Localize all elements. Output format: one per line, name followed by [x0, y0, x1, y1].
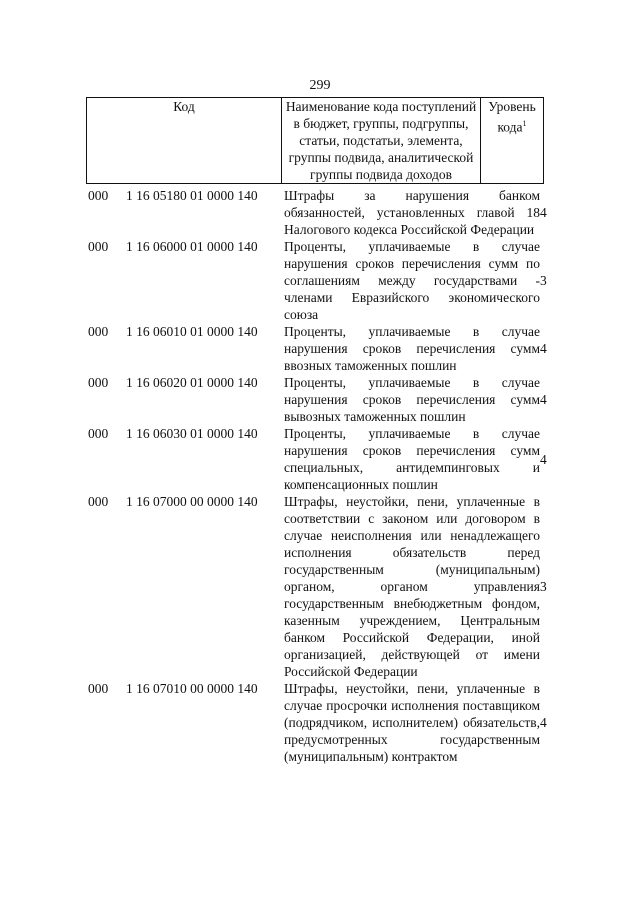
row-level: 4 [540, 392, 547, 407]
row-prefix: 000 [88, 239, 109, 254]
row-code: 1 16 05180 01 0000 140 [126, 188, 258, 203]
row-prefix: 000 [88, 375, 109, 390]
row-code: 1 16 07000 00 0000 140 [126, 494, 258, 509]
row-level: 4 [540, 715, 547, 730]
row-name: Проценты, уплачиваемые в случае нарушения сроков перечисления сумм по соглашениям между государствами - членами Евразийского экономического союза [284, 239, 540, 322]
table-body [88, 187, 548, 765]
table-header [86, 97, 544, 184]
row-code: 1 16 06020 01 0000 140 [126, 375, 258, 390]
table-row [88, 374, 548, 425]
row-level: 4 [540, 341, 547, 356]
header-name: Наименование кода поступлений в бюджет, группы, подгруппы, статьи, подстатьи, элемента, группы подвида, аналитической группы подвида доходов [282, 98, 481, 184]
row-code: 1 16 06000 01 0000 140 [126, 239, 258, 254]
table-row [88, 238, 548, 323]
row-name: Штрафы за нарушения банком обязанностей, установленных главой 18 Налогового кодекса Российской Федерации [284, 188, 540, 237]
row-level: 4 [540, 451, 547, 467]
header-code: Код [87, 98, 282, 184]
table-row [88, 187, 548, 238]
row-prefix: 000 [88, 324, 109, 339]
row-name: Штрафы, неустойки, пени, уплаченные в случае просрочки исполнения поставщиком (подрядчиком, исполнителем) обязательств, предусмотренных государственным (муниципальным) контрактом [284, 681, 540, 764]
table-row [88, 425, 548, 493]
row-prefix: 000 [88, 681, 109, 696]
header-level: Уровень кода [488, 99, 536, 135]
table-row [88, 493, 548, 680]
table-row [88, 680, 548, 765]
row-code: 1 16 06030 01 0000 140 [126, 426, 258, 441]
row-name: Штрафы, неустойки, пени, уплаченные в соответствии с законом или договором в случае неисполнения или ненадлежащего исполнения обязательств перед государственным (муниципальным) органом, органом управления государственным внебюджетным фондом, казенным учреждением, Центральным банком Российской Федерации, иной организацией, действующей от имени Российской Федерации [284, 494, 540, 679]
row-name: Проценты, уплачиваемые в случае нарушения сроков перечисления сумм вывозных таможенных пошлин [284, 375, 540, 424]
row-name: Проценты, уплачиваемые в случае нарушения сроков перечисления сумм ввозных таможенных пошлин [284, 324, 540, 373]
page-number: 299 [309, 78, 331, 93]
row-level: 4 [540, 205, 547, 220]
row-name: Проценты, уплачиваемые в случае нарушения сроков перечисления сумм специальных, антидемпинговых и компенсационных пошлин [284, 426, 540, 492]
row-prefix: 000 [88, 426, 109, 441]
row-code: 1 16 07010 00 0000 140 [126, 681, 258, 696]
table-row [88, 323, 548, 374]
header-level-footnote: 1 [522, 119, 527, 128]
row-level: 3 [540, 579, 547, 594]
row-level: 3 [540, 273, 547, 288]
header-level-cell [481, 98, 544, 184]
row-prefix: 000 [88, 494, 109, 509]
row-prefix: 000 [88, 188, 109, 203]
row-code: 1 16 06010 01 0000 140 [126, 324, 258, 339]
